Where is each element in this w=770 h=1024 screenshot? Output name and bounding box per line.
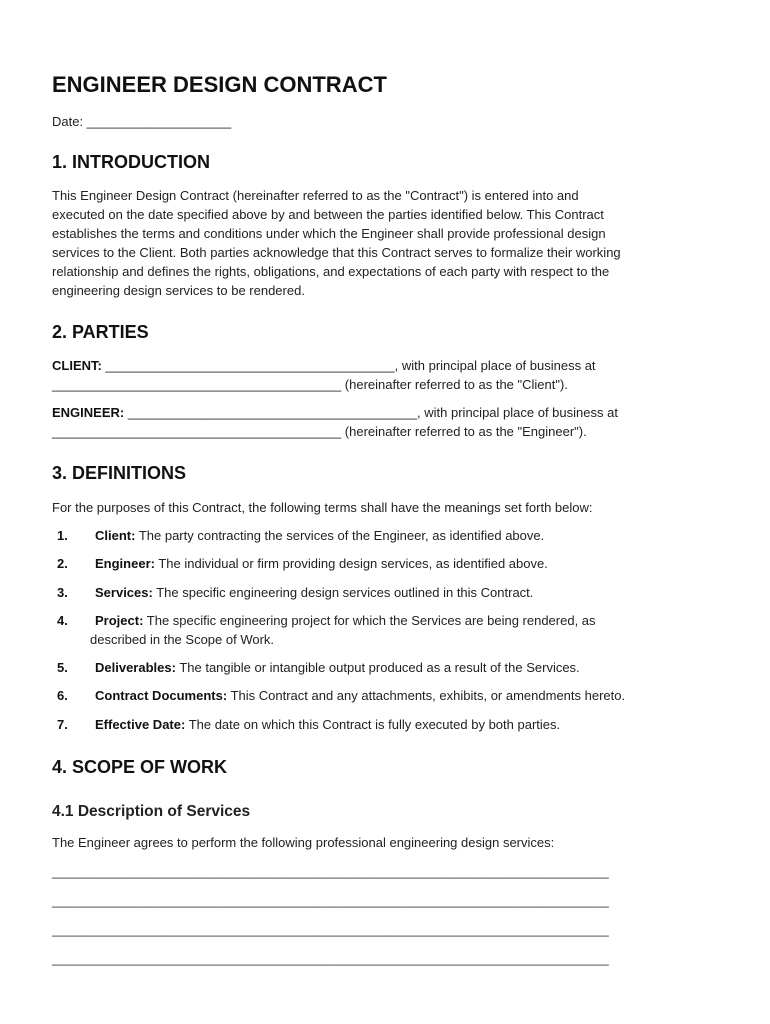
definition-text: The specific engineering project for which the Services are being rendered, as: [143, 613, 596, 628]
definition-number: 5.: [57, 660, 68, 675]
document-title: ENGINEER DESIGN CONTRACT: [52, 72, 387, 97]
definition-item: [57, 526, 544, 545]
definition-text: The date on which this Contract is fully executed by both parties.: [185, 717, 561, 732]
definition-text: The tangible or intangible output produced as a result of the Services.: [175, 660, 580, 675]
definition-number: 1.: [57, 528, 68, 543]
introduction-heading: 1. INTRODUCTION: [52, 152, 211, 172]
blank-line[interactable]: _____________________________________________________________________________: [52, 922, 609, 937]
definitions-heading: 3. DEFINITIONS: [52, 463, 187, 483]
definition-term: Engineer:: [95, 556, 155, 571]
definition-number: 2.: [57, 556, 68, 571]
introduction-line: engineering design services to be rendered.: [52, 283, 305, 298]
introduction-paragraph: [52, 186, 621, 300]
engineer-line-2: ________________________________________ (hereinafter referred to as the "Engineer").: [52, 424, 587, 439]
definition-term: Services:: [95, 585, 153, 600]
definition-item: [57, 554, 548, 573]
definition-number: 3.: [57, 585, 68, 600]
client-line-2: ________________________________________ (hereinafter referred to as the "Client").: [52, 377, 568, 392]
definition-item: [57, 583, 533, 602]
client-party-block: [52, 356, 596, 394]
definition-text: The individual or firm providing design services, as identified above.: [154, 556, 548, 571]
definition-item: [57, 611, 596, 649]
definition-term: Client:: [95, 528, 136, 543]
client-label: CLIENT:: [52, 358, 102, 373]
definition-term: Deliverables:: [95, 660, 176, 675]
engineer-party-block: [52, 403, 618, 441]
definition-item: [57, 686, 625, 705]
blank-line[interactable]: _____________________________________________________________________________: [52, 864, 609, 879]
scope-intro: The Engineer agrees to perform the following professional engineering design services:: [52, 835, 555, 850]
definition-text-continued: described in the Scope of Work.: [90, 632, 275, 647]
definition-term: Contract Documents:: [95, 688, 228, 703]
blank-line[interactable]: _____________________________________________________________________________: [52, 893, 609, 908]
introduction-line: This Engineer Design Contract (hereinafter referred to as the "Contract") is entered into and: [52, 188, 579, 203]
client-line-1: ________________________________________, with principal place of business at: [101, 358, 596, 373]
definition-term: Project:: [95, 613, 144, 628]
definition-number: 4.: [57, 613, 68, 628]
definition-text: This Contract and any attachments, exhibits, or amendments hereto.: [227, 688, 626, 703]
engineer-label: ENGINEER:: [52, 405, 125, 420]
definition-number: 6.: [57, 688, 68, 703]
date-line: Date: ____________________: [52, 114, 232, 129]
introduction-line: relationship and defines the rights, obligations, and expectations of each party with respect to the: [52, 264, 610, 279]
definition-item: [57, 658, 580, 677]
introduction-line: services to the Client. Both parties acknowledge that this Contract serves to formalize their working: [52, 245, 621, 260]
introduction-line: establishes the terms and conditions under which the Engineer shall provide professional design: [52, 226, 606, 241]
definition-term: Effective Date:: [95, 717, 186, 732]
definitions-intro: For the purposes of this Contract, the following terms shall have the meanings set forth below:: [52, 500, 593, 515]
introduction-line: executed on the date specified above by and between the parties identified below. This Contract: [52, 207, 604, 222]
definition-text: The specific engineering design services outlined in this Contract.: [152, 585, 534, 600]
engineer-line-1: ________________________________________, with principal place of business at: [124, 405, 618, 420]
parties-heading: 2. PARTIES: [52, 322, 149, 342]
definition-text: The party contracting the services of the Engineer, as identified above.: [135, 528, 545, 543]
definition-number: 7.: [57, 717, 68, 732]
definition-item: [57, 715, 560, 734]
scope-heading: 4. SCOPE OF WORK: [52, 757, 228, 777]
blank-line[interactable]: _____________________________________________________________________________: [52, 951, 609, 966]
scope-subheading: 4.1 Description of Services: [52, 803, 251, 820]
